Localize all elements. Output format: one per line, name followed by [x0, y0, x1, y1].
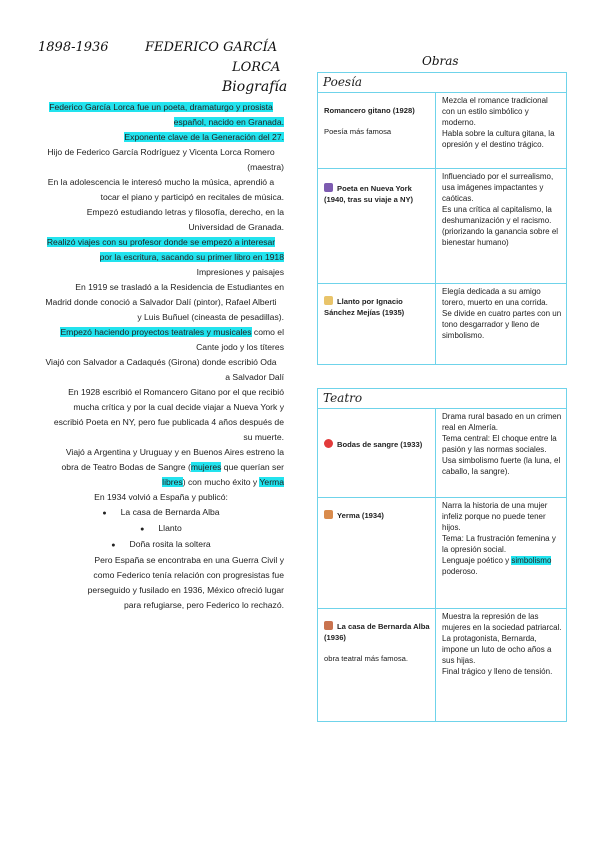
bio-line: su muerte. [243, 432, 284, 442]
work-title: Yerma (1934) [324, 510, 431, 521]
table-row [318, 409, 566, 498]
work-title-cell [318, 93, 436, 168]
work-title: Romancero gitano (1928) [324, 106, 415, 115]
desc-line: Elegía dedicada a su amigo torero, muerto en una corrida. [442, 287, 548, 307]
obras-title: Obras [422, 54, 459, 68]
desc-line: La protagonista, Bernarda, impone un luto de ocho años a sus hijas. [442, 634, 552, 665]
bio-line: En la adolescencia le interesó mucho la música, aprendió a [47, 177, 275, 187]
bio-line: y Luis Buñuel (cineasta de pesadillas). [137, 312, 284, 322]
bio-line: por la escritura, sacando su primer libro en 1918 [99, 252, 284, 262]
work-desc-cell [436, 498, 566, 608]
scroll-icon [324, 296, 333, 305]
bio-line: Madrid donde conoció a Salvador Dalí (pintor), Rafael Alberti [45, 297, 277, 307]
author-name-line2: LORCA [232, 60, 281, 75]
bio-line: En 1919 se trasladó a la Residencia de Estudiantes en [75, 282, 284, 292]
bio-line: Federico García Lorca fue un poeta, dramaturgo y prosista [49, 102, 273, 112]
bio-line: perseguido y fusilado en 1936, México ofreció lugar [87, 585, 284, 595]
bio-line: Impresiones y paisajes [196, 267, 284, 277]
work-title: Bodas de sangre (1933) [324, 439, 431, 450]
teatro-caption: Teatro [318, 389, 566, 409]
work-note: obra teatral más famosa. [324, 654, 408, 663]
work-title-cell [318, 284, 436, 364]
work-desc-cell [436, 169, 566, 283]
bio-line: español, nacido en Granada. [173, 117, 284, 127]
heart-icon [324, 439, 333, 448]
bio-line: En 1934 volvió a España y publicó: [94, 492, 228, 502]
bio-line: Universidad de Granada. [188, 222, 284, 232]
desc-line: Influenciado por el surrealismo, usa imágenes impactantes y caóticas. [442, 172, 554, 203]
bio-line: Viajó con Salvador a Cadaqués (Girona) donde escribió Oda [45, 357, 277, 367]
bio-line: Empezó haciendo proyectos teatrales y musicales como el [60, 327, 284, 337]
work-note: Poesía más famosa [324, 127, 392, 136]
work-title-cell [318, 409, 436, 497]
desc-line: Lenguaje poético y simbolismo poderoso. [442, 556, 552, 576]
desc-line: Usa simbolismo fuerte (la luna, el caballo, la sangre). [442, 456, 561, 476]
teatro-table [317, 388, 567, 722]
bio-line: Cante jodo y los títeres [196, 342, 284, 352]
poesia-caption: Poesía [318, 73, 566, 93]
bio-line: tocar el piano y participó en recitales de música. [100, 192, 284, 202]
bio-line: En 1928 escribió el Romancero Gitano por el que recibió [68, 387, 284, 397]
desc-line: Se divide en cuatro partes con un tono desgarrador y lleno de simbolismo. [442, 309, 562, 340]
work-title: Llanto por Ignacio Sánchez Mejías (1935) [324, 297, 405, 317]
woman-icon [324, 510, 333, 519]
list-item: ● Doña rosita la soltera [111, 539, 211, 549]
bio-title: Biografía [222, 79, 288, 95]
bio-line: a Salvador Dalí [225, 372, 284, 382]
table-row [318, 284, 566, 364]
bio-line: libres) con mucho éxito y Yerma [162, 477, 284, 487]
bio-line: como Federico tenía relación con progresistas fue [93, 570, 284, 580]
desc-line: Narra la historia de una mujer infeliz porque no puede tener hijos. [442, 501, 548, 532]
desc-line: Muestra la represión de las mujeres en la sociedad patriarcal. [442, 612, 562, 632]
bio-line: Exponente clave de la Generación del 27. [124, 132, 284, 142]
bio-line: (maestra) [247, 162, 284, 172]
table-row [318, 169, 566, 284]
desc-line: Tema central: El choque entre la pasión y las normas sociales. [442, 434, 557, 454]
work-title: La casa de Bernarda Alba (1936) [324, 622, 430, 642]
city-icon [324, 183, 333, 192]
bio-line: escribió Poeta en NY, pero fue publicada 4 años después de [53, 417, 284, 427]
work-desc-cell [436, 609, 566, 721]
desc-line: Es una crítica al capitalismo, la deshumanización y el racismo. (priorizando la ganancia sobre el bienestar humano) [442, 205, 559, 247]
work-desc-cell [436, 409, 566, 497]
bio-line: para refugiarse, pero Federico lo rechazó. [123, 600, 284, 610]
poesia-table [317, 72, 567, 365]
desc-line: Final trágico y lleno de tensión. [442, 667, 553, 676]
work-title-cell [318, 498, 436, 608]
bio-line: Hijo de Federico García Rodríguez y Vicenta Lorca Romero [47, 147, 275, 157]
desc-line: Habla sobre la cultura gitana, la opresión y el destino trágico. [442, 129, 555, 149]
bio-line: Pero España se encontraba en una Guerra Civil y [94, 555, 284, 565]
table-row [318, 498, 566, 609]
list-item: ● La casa de Bernarda Alba [102, 507, 220, 517]
list-item: ● Llanto [140, 523, 182, 533]
bio-line: Viajó a Argentina y Uruguay y en Buenos Aires estreno la [65, 447, 284, 457]
author-name-line1: FEDERICO GARCÍA [145, 40, 278, 55]
bio-line: Empezó estudiando letras y filosofía, derecho, en la [86, 207, 284, 217]
biography [38, 100, 284, 613]
table-row [318, 609, 566, 721]
bio-line: Realizó viajes con su profesor donde se empezó a interesar [46, 237, 276, 247]
work-title-cell [318, 609, 436, 721]
house-icon [324, 621, 333, 630]
works-list [38, 505, 284, 553]
work-title: Poeta en Nueva York (1940, tras su viaje a NY) [324, 184, 414, 204]
desc-line: Tema: La frustración femenina y la opresión social. [442, 534, 556, 554]
desc-line: Mezcla el romance tradicional con un estilo simbólico y moderno. [442, 96, 548, 127]
bio-line: obra de Teatro Bodas de Sangre (mujeres que querían ser [61, 462, 284, 472]
bio-line: mucha crítica y por la cual decide viajar a Nueva York y [73, 402, 284, 412]
table-row [318, 93, 566, 169]
work-desc-cell [436, 93, 566, 168]
desc-line: Drama rural basado en un crimen real en Almería. [442, 412, 562, 432]
work-title-cell [318, 169, 436, 283]
years: 1898-1936 [38, 40, 109, 55]
work-desc-cell [436, 284, 566, 364]
